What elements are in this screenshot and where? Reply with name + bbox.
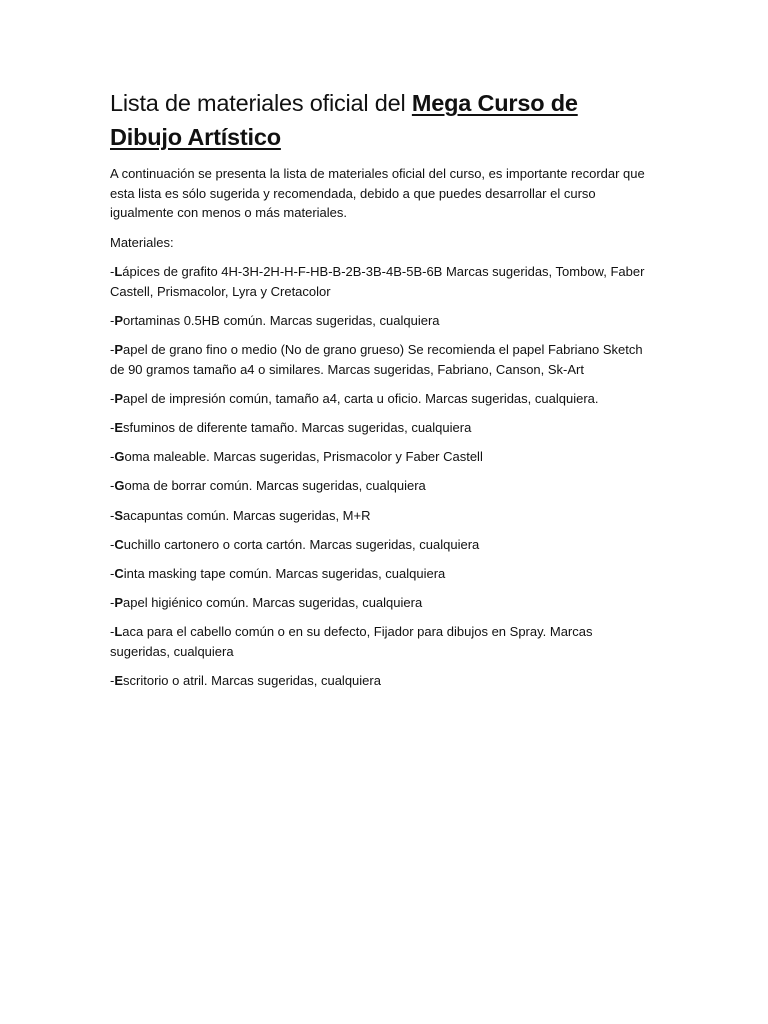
- item-text: scritorio o atril. Marcas sugeridas, cualquiera: [123, 673, 381, 689]
- item-initial: P: [114, 390, 124, 406]
- item-initial: L: [114, 263, 123, 279]
- list-item: [110, 418, 650, 438]
- item-initial: G: [114, 478, 125, 494]
- item-dash: -: [110, 566, 115, 582]
- item-initial: P: [114, 595, 124, 611]
- item-initial: E: [114, 420, 124, 436]
- item-dash: -: [110, 536, 115, 552]
- item-text: sfuminos de diferente tamaño. Marcas sugeridas, cualquiera: [123, 420, 472, 436]
- item-initial: E: [114, 673, 124, 689]
- item-initial: P: [114, 341, 124, 357]
- list-item: [110, 476, 650, 496]
- item-dash: -: [110, 341, 115, 357]
- materials-list: [110, 262, 650, 691]
- list-item: [110, 535, 650, 555]
- item-initial: L: [114, 624, 123, 640]
- list-item: [110, 311, 650, 331]
- list-item: [110, 340, 650, 379]
- item-initial: S: [114, 507, 124, 523]
- list-item: [110, 564, 650, 584]
- intro-paragraph: A continuación se presenta la lista de materiales oficial del curso, es importante recordar que esta lista es sólo sugerida y recomendada, debido a que puedes desarrollar el curso igualmente con menos o más materiales.: [110, 166, 645, 221]
- item-dash: -: [110, 478, 115, 494]
- item-dash: -: [110, 624, 115, 640]
- item-dash: -: [110, 263, 115, 279]
- item-initial: G: [114, 449, 125, 465]
- item-text: ápices de grafito 4H-3H-2H-H-F-HB-B-2B-3B-4B-5B-6B Marcas sugeridas, Tombow, Faber Castell, Prismacolor, Lyra y Cretacolor: [110, 263, 645, 299]
- item-initial: C: [114, 566, 124, 582]
- item-dash: -: [110, 507, 115, 523]
- list-item: [110, 262, 650, 301]
- title-prefix: Lista de materiales oficial del: [110, 90, 412, 116]
- item-dash: -: [110, 673, 115, 689]
- document-title: [110, 86, 650, 154]
- list-item: [110, 593, 650, 613]
- item-text: acapuntas común. Marcas sugeridas, M+R: [123, 507, 371, 523]
- item-text: uchillo cartonero o corta cartón. Marcas sugeridas, cualquiera: [123, 536, 480, 552]
- item-text: oma de borrar común. Marcas sugeridas, cualquiera: [124, 478, 426, 494]
- list-item: [110, 506, 650, 526]
- item-initial: P: [114, 312, 124, 328]
- materials-label: Materiales:: [110, 234, 174, 250]
- item-text: inta masking tape común. Marcas sugeridas, cualquiera: [123, 566, 446, 582]
- item-text: oma maleable. Marcas sugeridas, Prismacolor y Faber Castell: [124, 449, 483, 465]
- item-dash: -: [110, 449, 115, 465]
- item-text: apel de grano fino o medio (No de grano grueso) Se recomienda el papel Fabriano Sketch de 90 gramos tamaño a4 o similares. Marcas sugeridas, Fabriano, Canson, Sk-Art: [110, 341, 643, 377]
- course-name: Mega Curso de Dibujo Artístico: [110, 90, 578, 150]
- list-item: [110, 389, 650, 409]
- list-item: [110, 622, 650, 661]
- list-item: [110, 671, 650, 691]
- item-text: apel de impresión común, tamaño a4, carta u oficio. Marcas sugeridas, cualquiera.: [123, 390, 599, 406]
- item-initial: C: [114, 536, 124, 552]
- item-text: aca para el cabello común o en su defecto, Fijador para dibujos en Spray. Marcas sugeridas, cualquiera: [110, 624, 593, 660]
- item-dash: -: [110, 420, 115, 436]
- item-dash: -: [110, 312, 115, 328]
- list-item: [110, 447, 650, 467]
- item-dash: -: [110, 595, 115, 611]
- item-text: ortaminas 0.5HB común. Marcas sugeridas, cualquiera: [123, 312, 440, 328]
- item-text: apel higiénico común. Marcas sugeridas, cualquiera: [123, 595, 423, 611]
- item-dash: -: [110, 390, 115, 406]
- document-page: [110, 86, 650, 701]
